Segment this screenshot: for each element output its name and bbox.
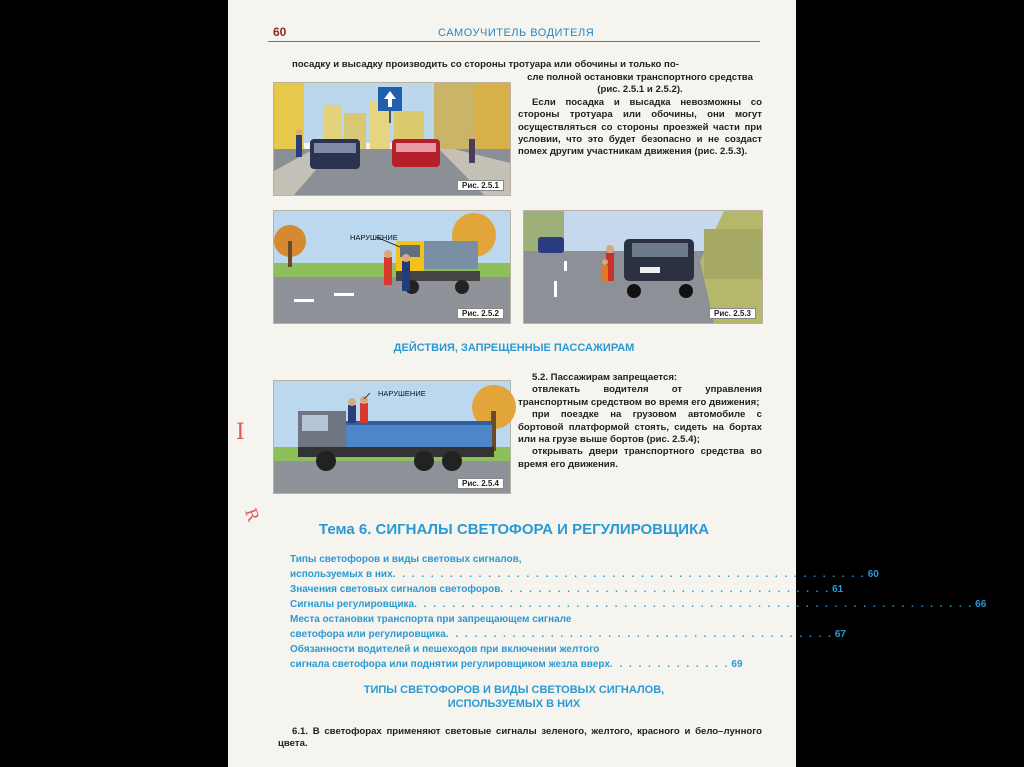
- toc-entry-line: светофора или регулировщика: [290, 629, 446, 640]
- toc-entry-line: Типы светофоров и виды световых сигналов,: [290, 554, 522, 565]
- page-number: 60: [273, 25, 287, 39]
- toc-entry-line: используемых в них: [290, 569, 393, 580]
- header-rule: [268, 41, 760, 42]
- intro-right-column: [518, 72, 762, 159]
- intro-line-1: посадку и высадку производить со стороны тротуара или обочины и только по-: [292, 59, 679, 70]
- violation-label: НАРУШЕНИЕ: [350, 233, 398, 242]
- toc-entry-line: сигнала светофора или поднятии регулировщиком жезла вверх: [290, 659, 610, 670]
- section-heading-prohibited: ДЕЙСТВИЯ, ЗАПРЕЩЕННЫЕ ПАССАЖИРАМ: [393, 342, 635, 354]
- rule-5-2-item-1: отвлекать водителя от управления транспортным средством во время его движения;: [518, 384, 762, 408]
- toc-entry-line: Обязанности водителей и пешеходов при включении желтого: [290, 644, 600, 655]
- violation-label: НАРУШЕНИЕ: [378, 389, 426, 398]
- rule-5-2-title: 5.2. Пассажирам запрещается:: [532, 372, 678, 383]
- figure-2-5-2: [273, 210, 511, 324]
- toc-entry: Значения световых сигналов светофоров . . . . . . . . . . . . . . . . . . . . . . . . . . . . . . . . . . . 61: [290, 584, 844, 595]
- toc-entry-line: Сигналы регулировщика: [290, 599, 415, 610]
- toc-entry: Обязанности водителей и пешеходов при включении желтого сигнала светофора или поднятии регулировщиком жезла вверх . . . . . . . . . . . . . 69: [290, 644, 743, 670]
- toc-entry: Сигналы регулировщика . . . . . . . . . . . . . . . . . . . . . . . . . . . . . . . . . . . . . . . . . . . . . . . . . . . . . . . . . . . 66: [290, 599, 987, 610]
- figure-caption: Рис. 2.5.1: [457, 180, 504, 191]
- heading-line: ТИПЫ СВЕТОФОРОВ И ВИДЫ СВЕТОВЫХ СИГНАЛОВ,: [363, 684, 665, 696]
- heading-line: ИСПОЛЬЗУЕМЫХ В НИХ: [447, 698, 581, 710]
- toc-page: 67: [834, 629, 846, 640]
- book-page: [228, 0, 987, 767]
- toc-entry-line: Места остановки транспорта при запрещающем сигнале: [290, 614, 572, 625]
- section-heading-traffic-light-types: [268, 683, 760, 711]
- figure-2-5-1: [273, 82, 511, 196]
- figure-2-5-3: [523, 210, 763, 324]
- rule-5-2-item-3: открывать двери транспортного средства во время его движения.: [518, 446, 762, 470]
- toc-entry: Типы светофоров и виды световых сигналов, используемых в них . . . . . . . . . . . . . . . . . . . . . . . . . . . . . . . . . . . . . . . . . . . . . . . . . . 60: [290, 554, 879, 580]
- figure-caption: Рис. 2.5.3: [709, 308, 756, 319]
- rule-6-1: 6.1. В светофорах применяют световые сигналы зеленого, желтого, красного и бело–лунного цвета.: [278, 726, 762, 750]
- theme-title: Тема 6. СИГНАЛЫ СВЕТОФОРА И РЕГУЛИРОВЩИКА: [318, 521, 710, 538]
- rule-5-2-item-2: при поездке на грузовом автомобиле с бортовой платформой стоять, сидеть на бортах или на грузе выше бортов (рис. 2.5.4);: [518, 409, 762, 446]
- roadside-boarding-illustration: [524, 211, 762, 323]
- toc-entry: Места остановки транспорта при запрещающем сигнале светофора или регулировщика . . . . . . . . . . . . . . . . . . . . . . . . . . . . . . . . . . . . . . . . . 67: [290, 614, 846, 640]
- toc-page: 61: [832, 584, 844, 595]
- running-title: САМОУЧИТЕЛЬ ВОДИТЕЛЯ: [438, 27, 595, 39]
- theme-toc: [290, 552, 987, 672]
- figure-caption: Рис. 2.5.4: [457, 478, 504, 489]
- figure-2-5-4: [273, 380, 511, 494]
- intro-line-2: сле полной остановки транспортного средства (рис. 2.5.1 и 2.5.2).: [527, 72, 753, 96]
- toc-page: 69: [731, 659, 743, 670]
- toc-entry-line: Значения световых сигналов светофоров: [290, 584, 501, 595]
- street-boarding-illustration: [274, 83, 510, 195]
- margin-mark: R: [241, 505, 264, 524]
- figure-caption: Рис. 2.5.2: [457, 308, 504, 319]
- margin-mark: I: [236, 420, 245, 445]
- truck-violation-illustration: [274, 211, 510, 323]
- intro-paragraph-2: Если посадка и высадка невозможны со стороны тротуара или обочины, они могут осуществляться со стороны проезжей части при условии, что это будет безопасно и не создаст помех другим участникам движения (рис. 2.5.3).: [518, 96, 762, 158]
- toc-page: 66: [975, 599, 987, 610]
- toc-page: 60: [867, 569, 879, 580]
- rule-5-2: [518, 372, 762, 471]
